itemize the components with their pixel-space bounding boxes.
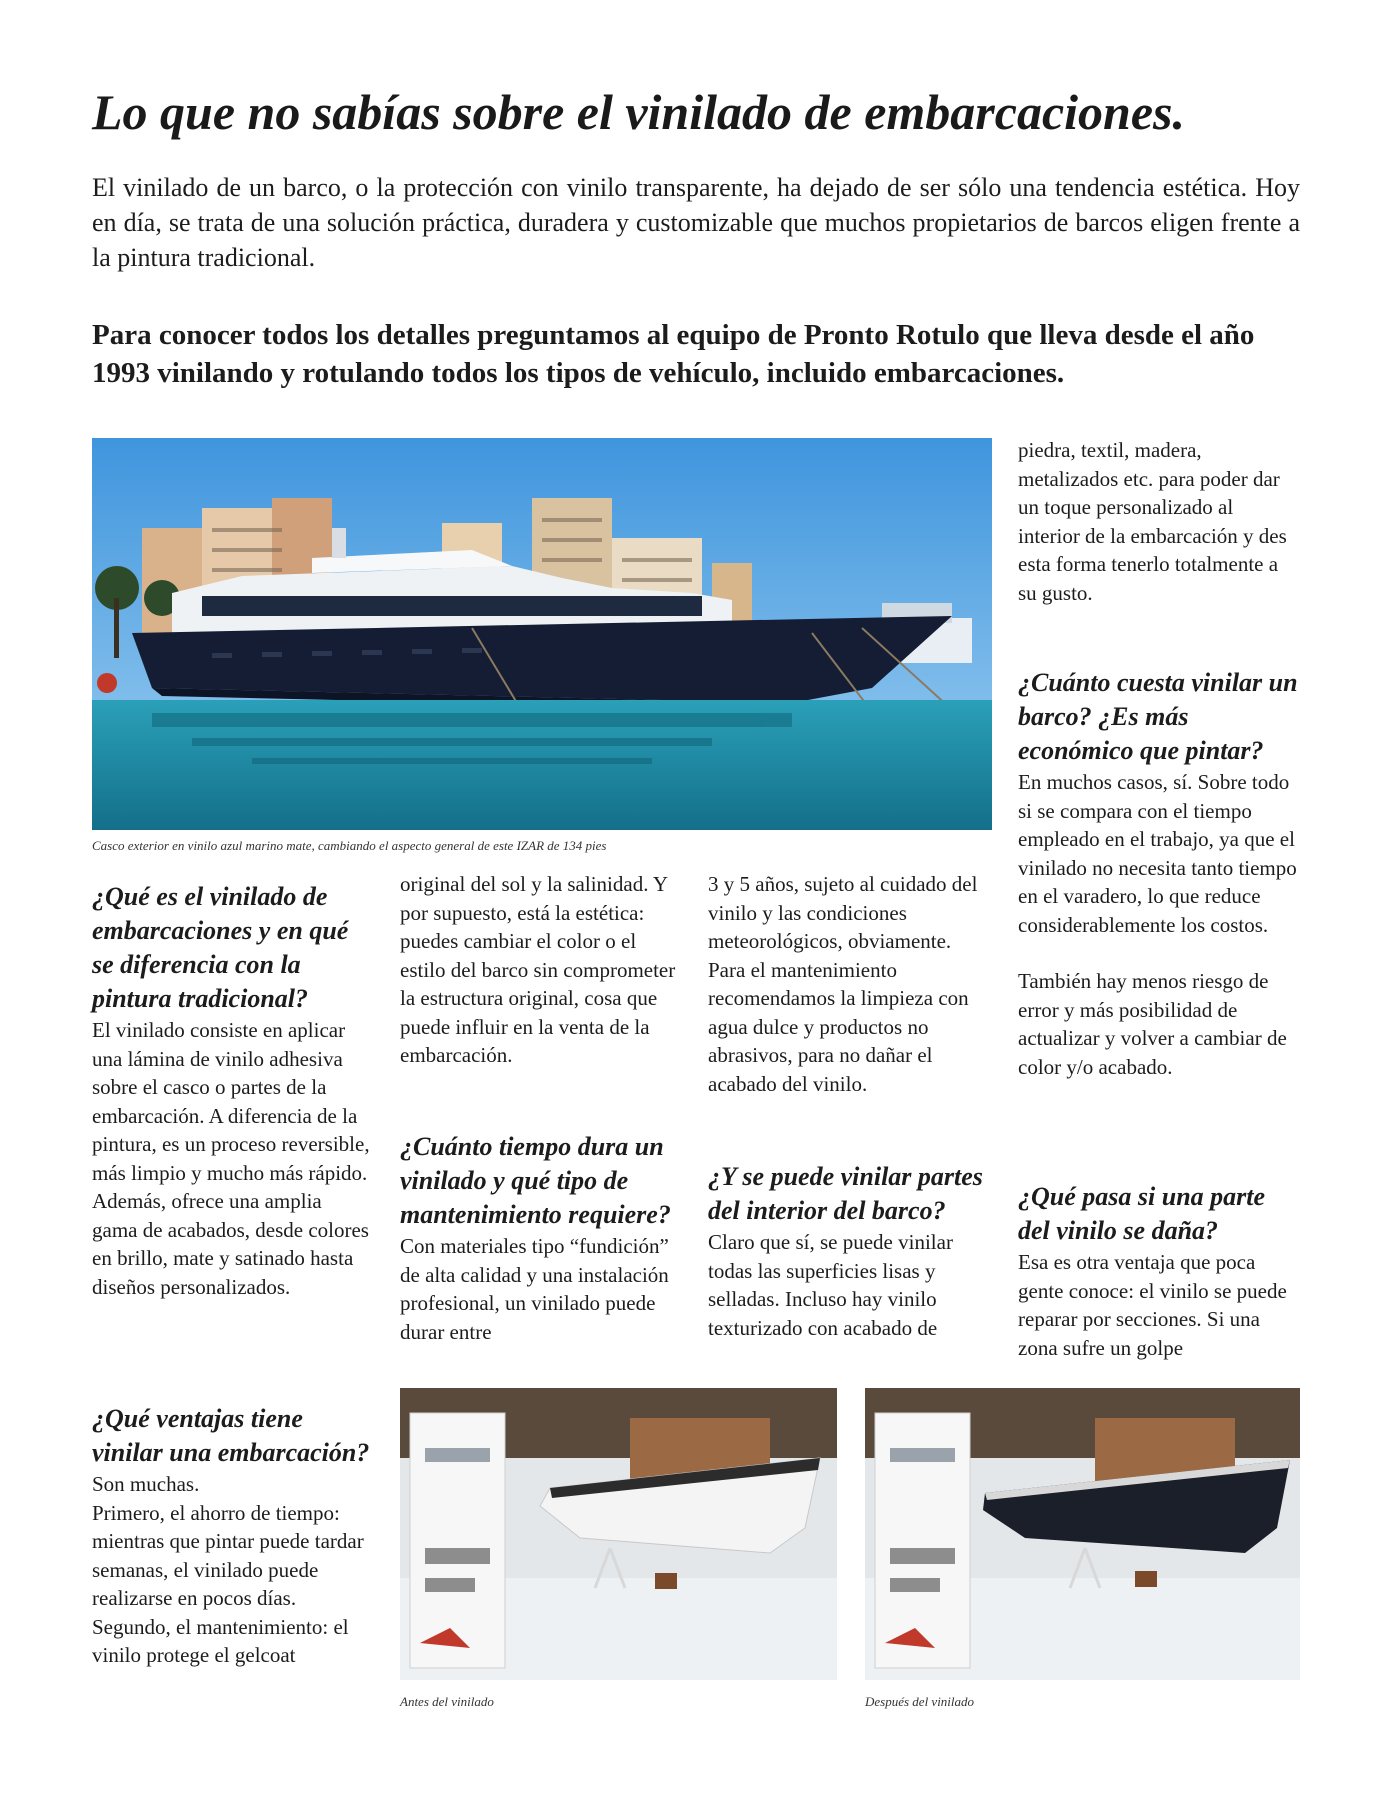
answer-text: Primero, el ahorro de tiempo: mientras que pintar puede tardar semanas, el vinilado puede realizarse en pocos días. xyxy=(92,1500,364,1610)
question-heading: ¿Cuánto cuesta vinilar un barco? ¿Es más económico que pintar? xyxy=(1018,668,1298,765)
column-2-lower xyxy=(400,1130,680,1346)
answer-text: El vinilado consiste en aplicar una lámina de vinilo adhesiva sobre el casco o partes de la embarcación. A diferencia de la pintura, es un proceso reversible, más limpio y mucho más rápido. Además, ofrece una amplia gama de acabados, desde colores en brillo, mate y satinado hasta diseños personalizados. xyxy=(92,1018,370,1299)
column-3-lower xyxy=(708,1160,993,1342)
main-photo-caption: Casco exterior en vinilo azul marino mate, cambiando el aspecto general de este IZAR de 134 pies xyxy=(92,838,607,853)
column-4-mid xyxy=(1018,666,1308,1081)
answer-text: Segundo, el mantenimiento: el vinilo protege el gelcoat xyxy=(92,1614,349,1667)
answer-text: piedra, textil, madera, metalizados etc. para poder dar un toque personalizado al interior de la embarcación y des esta forma tenerlo totalmente a su gusto. xyxy=(1018,438,1287,605)
answer-text: Esa es otra ventaja que poca gente conoce: el vinilo se puede reparar por secciones. Si una zona sufre un golpe xyxy=(1018,1250,1287,1360)
answer-text: En muchos casos, sí. Sobre todo si se compara con el tiempo empleado en el trabajo, ya que el vinilado no necesita tanto tiempo en el varadero, lo que reduce considerablemente los costos. xyxy=(1018,770,1297,937)
question-heading: ¿Qué ventajas tiene vinilar una embarcación? xyxy=(92,1404,370,1467)
column-1-lower xyxy=(92,1402,372,1670)
after-photo xyxy=(865,1388,1300,1680)
page-title: Lo que no sabías sobre el vinilado de embarcaciones. xyxy=(92,84,1185,140)
column-1 xyxy=(92,880,372,1301)
before-photo xyxy=(400,1388,837,1680)
column-4-lower xyxy=(1018,1180,1300,1362)
answer-text: Con materiales tipo “fundición” de alta calidad y una instalación profesional, un vinilado puede durar entre xyxy=(400,1234,669,1344)
intro-paragraph: El vinilado de un barco, o la protección con vinilo transparente, ha dejado de ser sólo una tendencia estética. Hoy en día, se trata de una solución práctica, duradera y customizable que muchos propietarios de barcos eligen frente a la pintura tradicional. xyxy=(92,173,1300,272)
question-heading: ¿Qué es el vinilado de embarcaciones y en qué se diferencia con la pintura tradicional? xyxy=(92,882,349,1013)
answer-text: original del sol y la salinidad. Y por supuesto, está la estética: puedes cambiar el color o el estilo del barco sin comprometer la estructura original, cosa que puede influir en la venta de la embarcación. xyxy=(400,872,676,1067)
question-heading: ¿Y se puede vinilar partes del interior del barco? xyxy=(708,1162,983,1225)
column-3 xyxy=(708,870,993,1098)
answer-text: Son muchas. xyxy=(92,1472,200,1496)
column-4 xyxy=(1018,436,1300,607)
yacht-photo xyxy=(92,438,992,830)
before-caption: Antes del vinilado xyxy=(400,1694,494,1709)
answer-text: También hay menos riesgo de error y más posibilidad de actualizar y volver a cambiar de color y/o acabado. xyxy=(1018,969,1287,1079)
question-heading: ¿Cuánto tiempo dura un vinilado y qué tipo de mantenimiento requiere? xyxy=(400,1132,671,1229)
answer-text: Claro que sí, se puede vinilar todas las superficies lisas y selladas. Incluso hay vinilo texturizado con acabado de xyxy=(708,1230,953,1340)
question-heading: ¿Qué pasa si una parte del vinilo se daña? xyxy=(1018,1182,1266,1245)
lead-paragraph: Para conocer todos los detalles preguntamos al equipo de Pronto Rotulo que lleva desde el año 1993 vinilando y rotulando todos los tipos de vehículo, incluido embarcaciones. xyxy=(92,319,1255,389)
column-2 xyxy=(400,870,680,1070)
after-caption: Después del vinilado xyxy=(865,1694,975,1709)
answer-text: 3 y 5 años, sujeto al cuidado del vinilo y las condiciones meteorológicos, obviamente. Para el mantenimiento recomendamos la limpieza con agua dulce y productos no abrasivos, para no dañar el acabado del vinilo. xyxy=(708,872,978,1096)
